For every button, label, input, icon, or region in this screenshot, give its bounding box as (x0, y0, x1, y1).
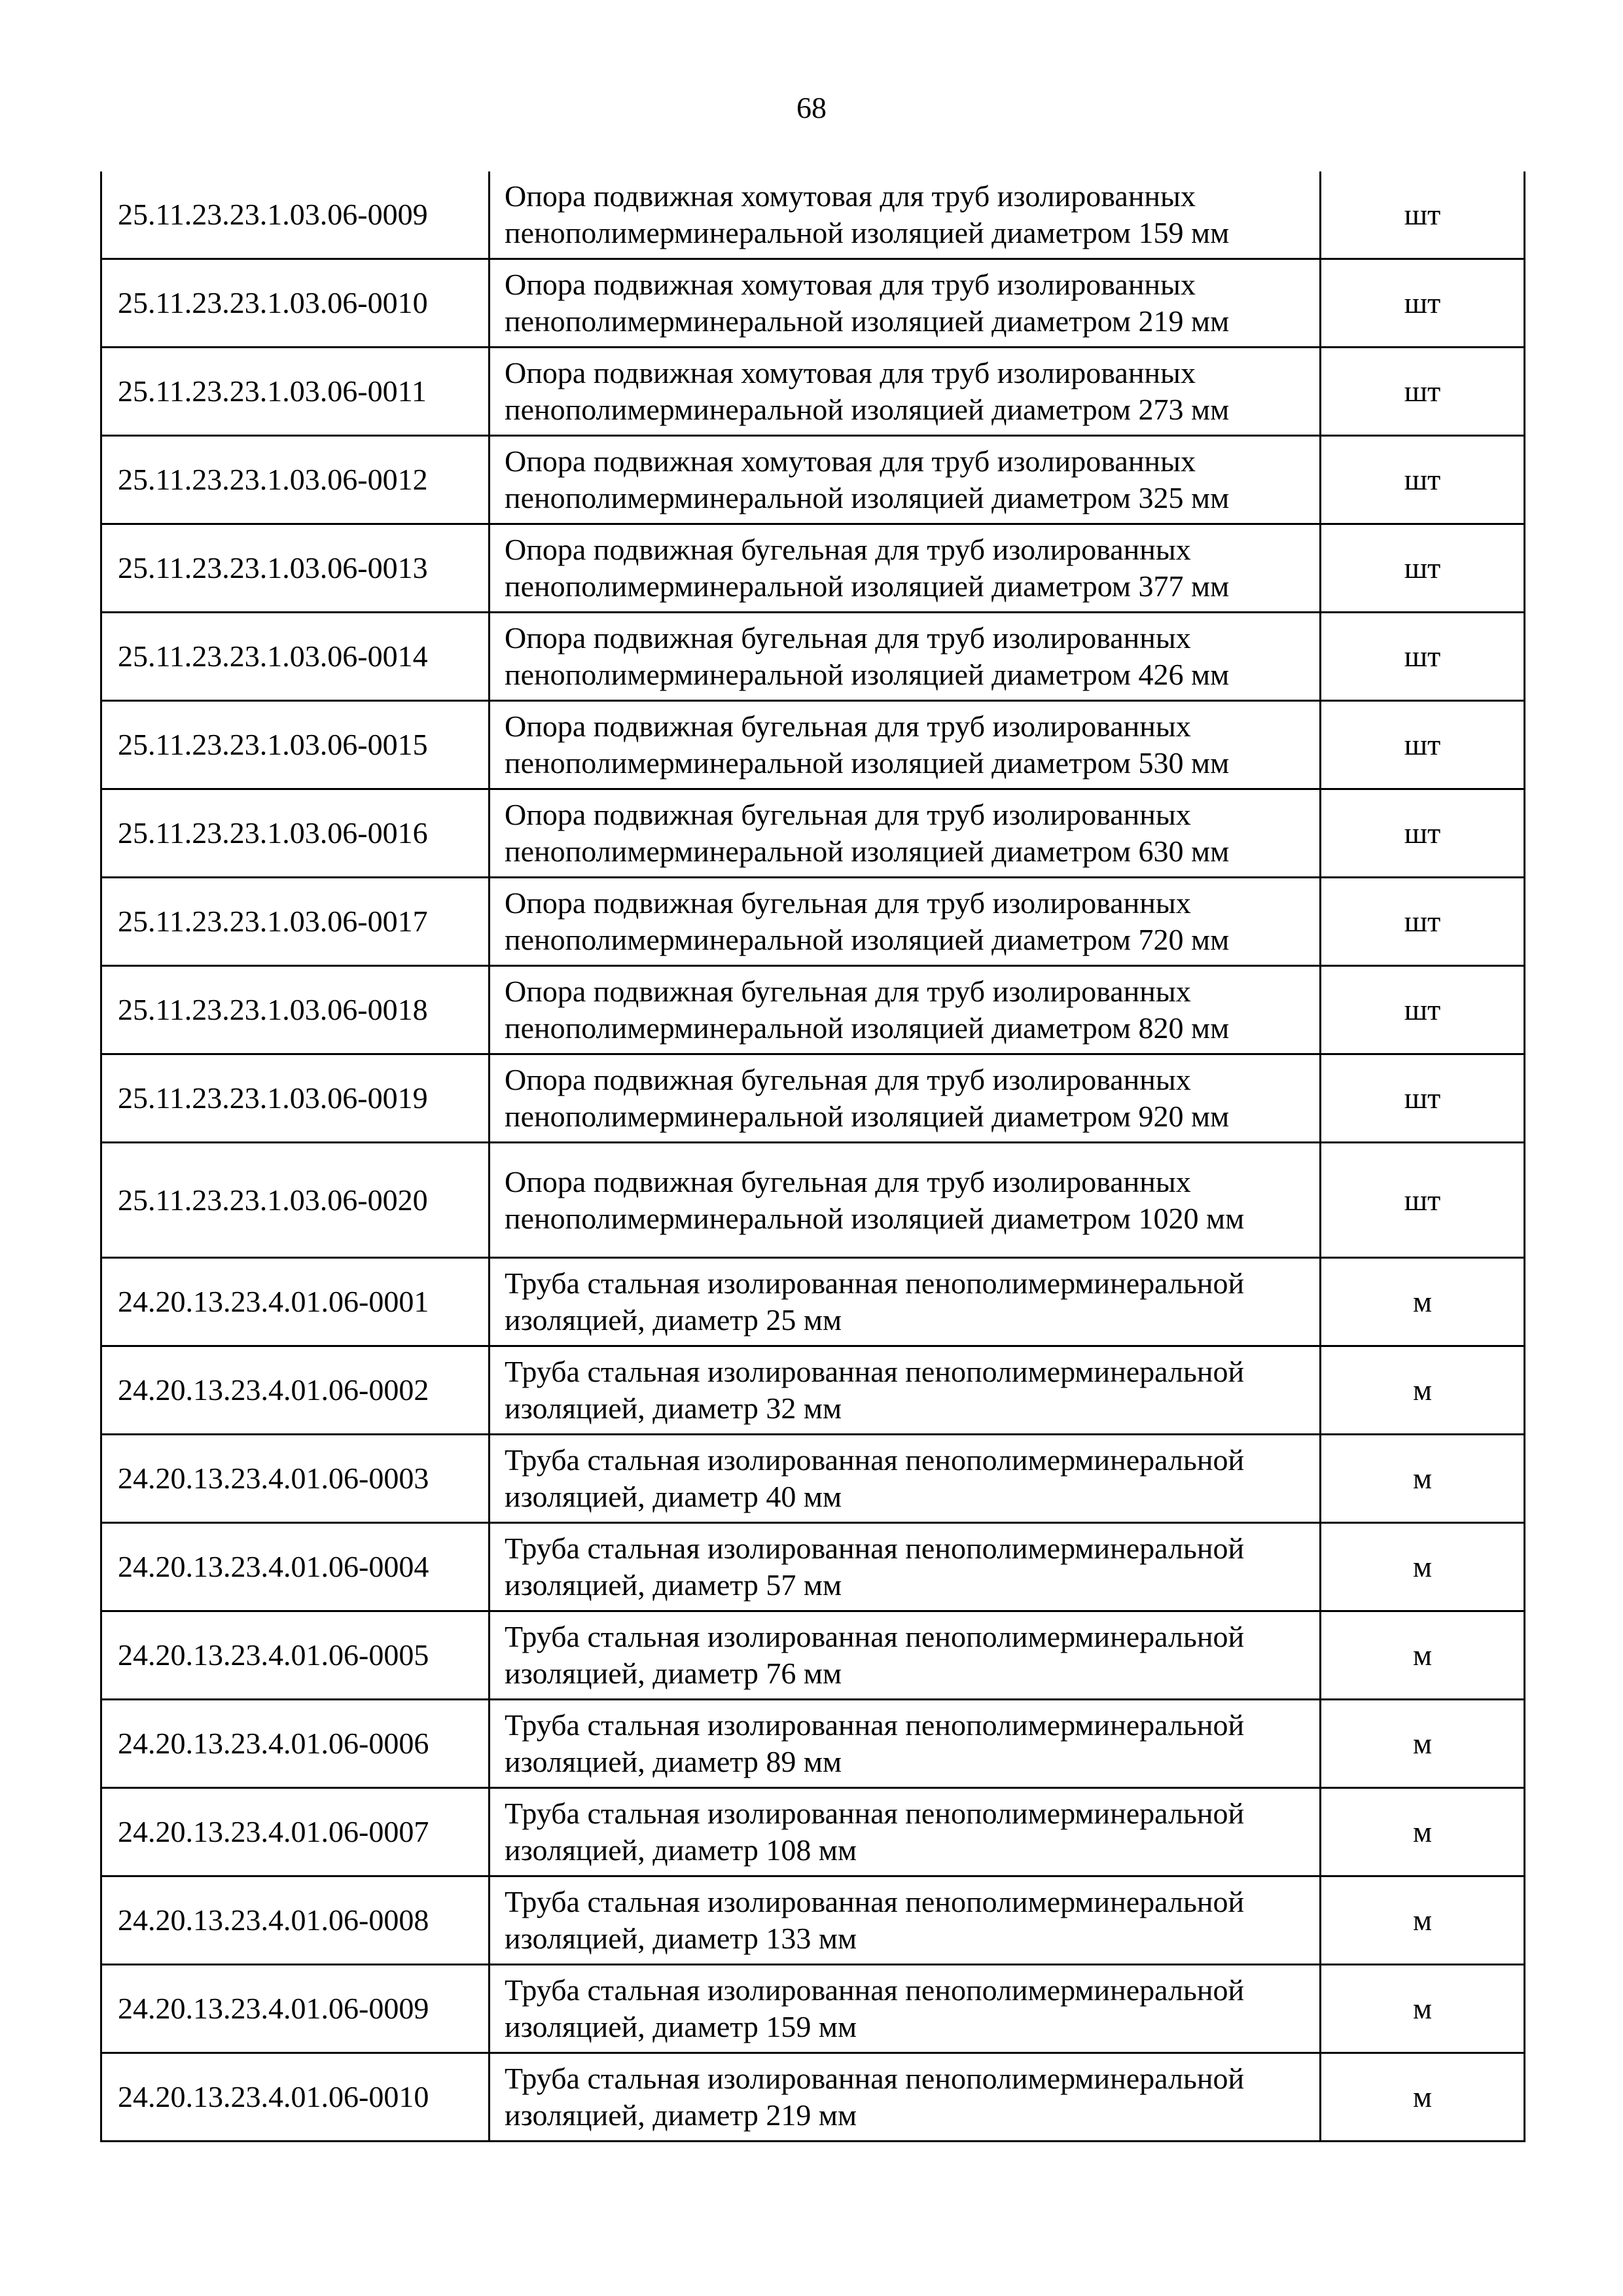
table-row (101, 701, 1525, 789)
table-row (101, 1876, 1525, 1965)
resource-name: Труба стальная изолированная пенополимерминеральной изоляцией, диаметр 89 мм (490, 1700, 1321, 1788)
resource-code: 25.11.23.23.1.03.06-0013 (101, 524, 490, 613)
resource-code: 24.20.13.23.4.01.06-0007 (101, 1788, 490, 1876)
resource-code: 24.20.13.23.4.01.06-0009 (101, 1965, 490, 2053)
resource-code: 25.11.23.23.1.03.06-0019 (101, 1054, 490, 1143)
unit-of-measure: шт (1321, 171, 1525, 259)
unit-of-measure: шт (1321, 966, 1525, 1054)
table-row (101, 1258, 1525, 1346)
table-row (101, 171, 1525, 259)
resource-code: 25.11.23.23.1.03.06-0014 (101, 613, 490, 701)
page-number: 68 (796, 91, 827, 124)
table-row (101, 1054, 1525, 1143)
unit-of-measure: шт (1321, 348, 1525, 436)
unit-of-measure: м (1321, 1965, 1525, 2053)
resource-name: Труба стальная изолированная пенополимерминеральной изоляцией, диаметр 108 мм (490, 1788, 1321, 1876)
resource-name: Труба стальная изолированная пенополимерминеральной изоляцией, диаметр 219 мм (490, 2053, 1321, 2142)
unit-of-measure: м (1321, 2053, 1525, 2142)
resource-code: 24.20.13.23.4.01.06-0004 (101, 1523, 490, 1611)
unit-of-measure: шт (1321, 1143, 1525, 1258)
resource-code: 24.20.13.23.4.01.06-0003 (101, 1435, 490, 1523)
table-row (101, 1143, 1525, 1258)
resource-name: Опора подвижная бугельная для труб изолированных пенополимерминеральной изоляцией диаметром 920 мм (490, 1054, 1321, 1143)
unit-of-measure: м (1321, 1788, 1525, 1876)
table-row (101, 1435, 1525, 1523)
unit-of-measure: м (1321, 1700, 1525, 1788)
resource-code: 24.20.13.23.4.01.06-0005 (101, 1611, 490, 1700)
unit-of-measure: м (1321, 1523, 1525, 1611)
table-row (101, 966, 1525, 1054)
resource-code: 25.11.23.23.1.03.06-0010 (101, 259, 490, 348)
resource-name: Опора подвижная бугельная для труб изолированных пенополимерминеральной изоляцией диаметром 1020 мм (490, 1143, 1321, 1258)
resource-name: Опора подвижная бугельная для труб изолированных пенополимерминеральной изоляцией диаметром 820 мм (490, 966, 1321, 1054)
resource-code: 25.11.23.23.1.03.06-0018 (101, 966, 490, 1054)
resource-name: Труба стальная изолированная пенополимерминеральной изоляцией, диаметр 40 мм (490, 1435, 1321, 1523)
table-row (101, 1346, 1525, 1435)
table-row (101, 1523, 1525, 1611)
table-row (101, 259, 1525, 348)
table-row (101, 348, 1525, 436)
table-row (101, 1700, 1525, 1788)
resource-name: Труба стальная изолированная пенополимерминеральной изоляцией, диаметр 25 мм (490, 1258, 1321, 1346)
resource-code: 25.11.23.23.1.03.06-0015 (101, 701, 490, 789)
unit-of-measure: м (1321, 1611, 1525, 1700)
resource-name: Опора подвижная бугельная для труб изолированных пенополимерминеральной изоляцией диаметром 720 мм (490, 878, 1321, 966)
resource-code: 25.11.23.23.1.03.06-0011 (101, 348, 490, 436)
resource-name: Труба стальная изолированная пенополимерминеральной изоляцией, диаметр 133 мм (490, 1876, 1321, 1965)
resource-name: Опора подвижная хомутовая для труб изолированных пенополимерминеральной изоляцией диаметром 159 мм (490, 171, 1321, 259)
table-row (101, 524, 1525, 613)
table-row (101, 1965, 1525, 2053)
resource-code: 24.20.13.23.4.01.06-0001 (101, 1258, 490, 1346)
resource-code: 25.11.23.23.1.03.06-0016 (101, 789, 490, 878)
resource-name: Опора подвижная бугельная для труб изолированных пенополимерминеральной изоляцией диаметром 377 мм (490, 524, 1321, 613)
resource-code: 25.11.23.23.1.03.06-0017 (101, 878, 490, 966)
resource-code: 25.11.23.23.1.03.06-0012 (101, 436, 490, 524)
unit-of-measure: шт (1321, 613, 1525, 701)
table-row (101, 789, 1525, 878)
resource-code: 24.20.13.23.4.01.06-0006 (101, 1700, 490, 1788)
resource-name: Опора подвижная хомутовая для труб изолированных пенополимерминеральной изоляцией диаметром 325 мм (490, 436, 1321, 524)
table-row (101, 1788, 1525, 1876)
unit-of-measure: м (1321, 1258, 1525, 1346)
table-row (101, 1611, 1525, 1700)
resource-code: 24.20.13.23.4.01.06-0008 (101, 1876, 490, 1965)
resource-name: Труба стальная изолированная пенополимерминеральной изоляцией, диаметр 76 мм (490, 1611, 1321, 1700)
resource-name: Опора подвижная бугельная для труб изолированных пенополимерминеральной изоляцией диаметром 530 мм (490, 701, 1321, 789)
resource-name: Труба стальная изолированная пенополимерминеральной изоляцией, диаметр 159 мм (490, 1965, 1321, 2053)
resource-code: 24.20.13.23.4.01.06-0002 (101, 1346, 490, 1435)
unit-of-measure: м (1321, 1876, 1525, 1965)
unit-of-measure: м (1321, 1346, 1525, 1435)
table-row (101, 2053, 1525, 2142)
resource-name: Опора подвижная бугельная для труб изолированных пенополимерминеральной изоляцией диаметром 630 мм (490, 789, 1321, 878)
table-row (101, 878, 1525, 966)
unit-of-measure: шт (1321, 259, 1525, 348)
unit-of-measure: шт (1321, 1054, 1525, 1143)
resource-code: 25.11.23.23.1.03.06-0020 (101, 1143, 490, 1258)
unit-of-measure: шт (1321, 436, 1525, 524)
unit-of-measure: шт (1321, 878, 1525, 966)
resource-code: 25.11.23.23.1.03.06-0009 (101, 171, 490, 259)
unit-of-measure: шт (1321, 524, 1525, 613)
resource-name: Опора подвижная бугельная для труб изолированных пенополимерминеральной изоляцией диаметром 426 мм (490, 613, 1321, 701)
unit-of-measure: шт (1321, 789, 1525, 878)
table-row (101, 436, 1525, 524)
resource-name: Труба стальная изолированная пенополимерминеральной изоляцией, диаметр 32 мм (490, 1346, 1321, 1435)
resource-table (100, 171, 1525, 2142)
table-row (101, 613, 1525, 701)
resource-code: 24.20.13.23.4.01.06-0010 (101, 2053, 490, 2142)
resource-name: Опора подвижная хомутовая для труб изолированных пенополимерминеральной изоляцией диаметром 273 мм (490, 348, 1321, 436)
unit-of-measure: шт (1321, 701, 1525, 789)
resource-name: Труба стальная изолированная пенополимерминеральной изоляцией, диаметр 57 мм (490, 1523, 1321, 1611)
unit-of-measure: м (1321, 1435, 1525, 1523)
resource-name: Опора подвижная хомутовая для труб изолированных пенополимерминеральной изоляцией диаметром 219 мм (490, 259, 1321, 348)
